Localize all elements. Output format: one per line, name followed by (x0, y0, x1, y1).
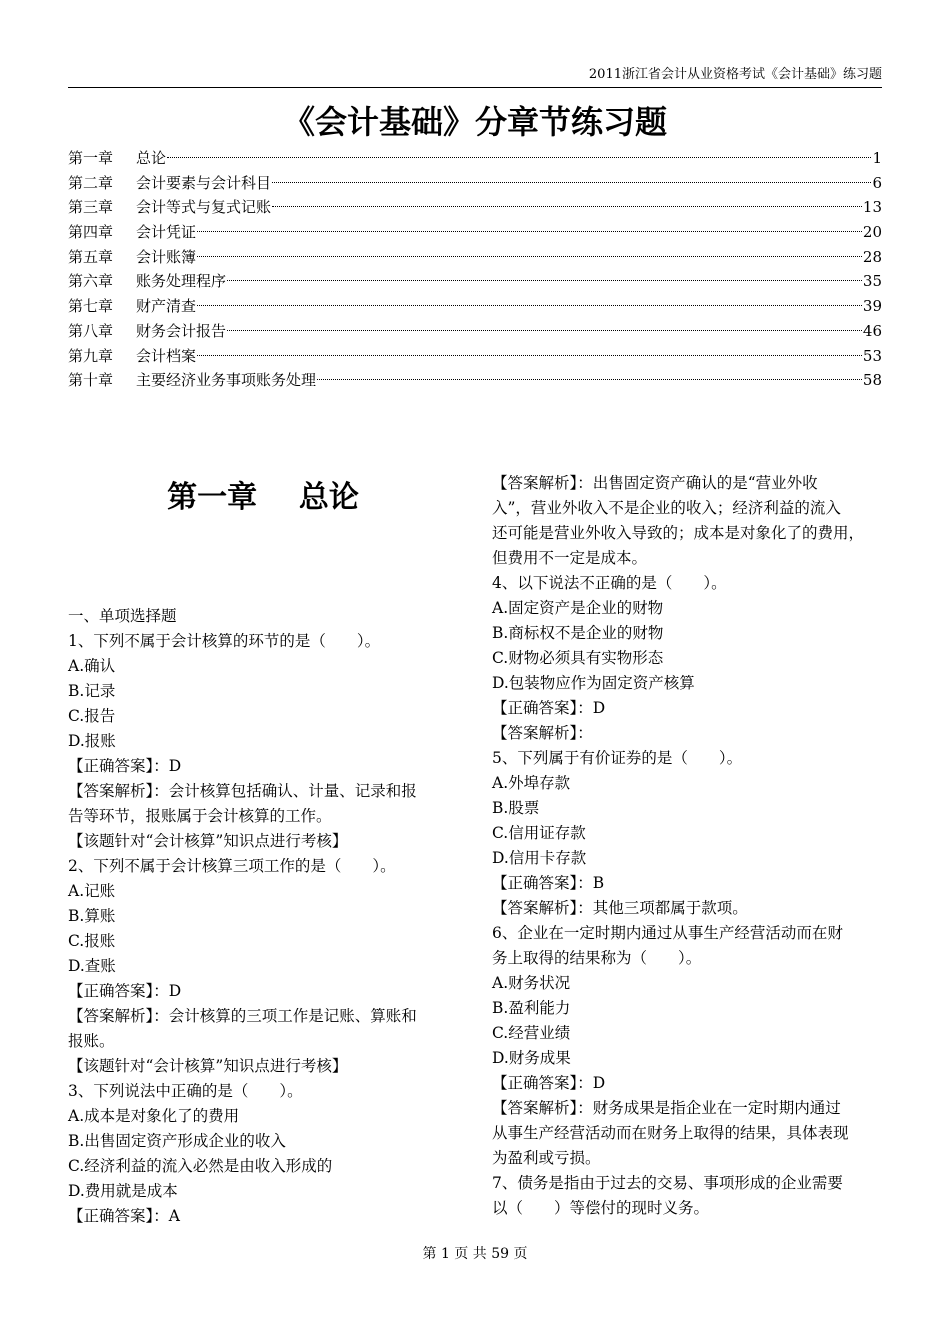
text-line: 【答案解析】：其他三项都属于款项。 (492, 899, 748, 917)
toc-page-number: 39 (862, 297, 882, 316)
text-line: D.查账 (68, 957, 116, 975)
toc-chapter-name: 会计要素与会计科目 (136, 173, 272, 192)
toc-chapter-name: 财务会计报告 (136, 321, 227, 340)
toc-entry[interactable] (68, 319, 882, 344)
toc-page-number: 28 (862, 247, 882, 266)
toc-chapter-number: 第九章 (68, 346, 114, 365)
text-line: 4、以下说法不正确的是（ ）。 (492, 574, 727, 592)
toc-leader (197, 305, 862, 306)
text-line: D.包装物应作为固定资产核算 (492, 674, 695, 692)
toc-chapter-name: 会计账簿 (136, 247, 197, 266)
text-line: B.盈利能力 (492, 999, 571, 1017)
toc-chapter-name: 会计档案 (136, 346, 197, 365)
toc-page-number: 6 (872, 173, 882, 192)
toc-chapter-number: 第六章 (68, 272, 114, 291)
text-line: C.财物必须具有实物形态 (492, 649, 664, 667)
text-line: D.信用卡存款 (492, 849, 587, 867)
toc-chapter-number: 第二章 (68, 173, 114, 192)
toc-page-number: 58 (862, 371, 882, 390)
chapter-heading: 第一章 总论 (167, 480, 359, 515)
toc-chapter-number: 第四章 (68, 223, 114, 242)
text-line: B.算账 (68, 907, 116, 925)
toc-leader (167, 157, 871, 158)
text-line: 5、下列属于有价证券的是（ ）。 (492, 749, 743, 767)
text-line: 【该题针对“会计核算”知识点进行考核】 (68, 1057, 348, 1075)
text-line: 2、下列不属于会计核算三项工作的是（ ）。 (68, 857, 396, 875)
text-line: 7、债务是指由于过去的交易、事项形成的企业需要 (492, 1174, 843, 1192)
text-line: 6、企业在一定时期内通过从事生产经营活动而在财 (492, 924, 843, 942)
text-line: A.记账 (68, 882, 116, 900)
text-line: 【答案解析】：出售固定资产确认的是“营业外收 (492, 474, 818, 492)
text-line: 【答案解析】：会计核算的三项工作是记账、算账和 (68, 1007, 417, 1025)
text-line: 还可能是营业外收入导致的；成本是对象化了的费用， (492, 524, 865, 542)
text-line: A.外埠存款 (492, 774, 571, 792)
toc-entry[interactable] (68, 146, 882, 171)
text-line: B.出售固定资产形成企业的收入 (68, 1132, 286, 1150)
toc-page-number: 46 (862, 321, 882, 340)
toc-entry[interactable] (68, 171, 882, 196)
text-line: 【正确答案】：D (68, 757, 182, 775)
toc-chapter-number: 第十章 (68, 371, 114, 390)
text-line: 3、下列说法中正确的是（ ）。 (68, 1082, 303, 1100)
text-line: A.确认 (68, 657, 116, 675)
header-divider (68, 87, 882, 88)
toc-entry[interactable] (68, 220, 882, 245)
toc-entry[interactable] (68, 269, 882, 294)
text-line: D.费用就是成本 (68, 1182, 178, 1200)
right-column (492, 471, 884, 1221)
text-line: 1、下列不属于会计核算的环节的是（ ）。 (68, 632, 381, 650)
text-line: 【答案解析】： (492, 724, 593, 742)
text-line: 入”，营业外收入不是企业的收入；经济利益的流入 (492, 499, 841, 517)
text-line: 【正确答案】：D (492, 1074, 606, 1092)
toc-chapter-number: 第七章 (68, 297, 114, 316)
toc-page-number: 1 (872, 149, 882, 167)
toc-leader (227, 330, 862, 331)
text-line: 报账。 (68, 1032, 115, 1050)
text-line: B.股票 (492, 799, 540, 817)
toc-chapter-number: 第八章 (68, 321, 114, 340)
toc-page-number: 35 (862, 272, 882, 291)
table-of-contents (68, 146, 882, 393)
text-line: B.记录 (68, 682, 116, 700)
text-line: 【该题针对“会计核算”知识点进行考核】 (68, 832, 348, 850)
toc-leader (197, 256, 862, 257)
text-line: 一、单项选择题 (68, 607, 177, 625)
toc-entry[interactable] (68, 294, 882, 319)
toc-entry[interactable] (68, 368, 882, 393)
left-column (68, 604, 460, 1229)
toc-page-number: 53 (862, 346, 882, 365)
toc-chapter-name: 会计凭证 (136, 223, 197, 242)
text-line: C.经济利益的流入必然是由收入形成的 (68, 1157, 333, 1175)
text-line: A.成本是对象化了的费用 (68, 1107, 240, 1125)
text-line: 【正确答案】：D (492, 699, 606, 717)
page-footer: 第 1 页 共 59 页 (422, 1246, 528, 1262)
toc-entry[interactable] (68, 245, 882, 270)
toc-chapter-name: 账务处理程序 (136, 272, 227, 291)
text-line: D.报账 (68, 732, 116, 750)
text-line: 【正确答案】：D (68, 982, 182, 1000)
text-line: 以（ ）等偿付的现时义务。 (492, 1199, 710, 1217)
text-line: B.商标权不是企业的财物 (492, 624, 664, 642)
toc-chapter-name: 会计等式与复式记账 (136, 198, 272, 217)
text-line: A.财务状况 (492, 974, 571, 992)
text-line: A.固定资产是企业的财物 (492, 599, 664, 617)
toc-entry[interactable] (68, 195, 882, 220)
toc-leader (197, 231, 862, 232)
toc-page-number: 13 (862, 198, 882, 217)
toc-chapter-number: 第五章 (68, 247, 114, 266)
toc-chapter-name: 总论 (136, 149, 167, 167)
text-line: D.财务成果 (492, 1049, 571, 1067)
text-line: C.信用证存款 (492, 824, 586, 842)
text-line: 从事生产经营活动而在财务上取得的结果，具体表现 (492, 1124, 849, 1142)
document-title: 《会计基础》分章节练习题 (282, 103, 667, 141)
text-line: 【答案解析】：会计核算包括确认、计量、记录和报 (68, 782, 417, 800)
text-line: C.报告 (68, 707, 116, 725)
toc-chapter-number: 第三章 (68, 198, 114, 217)
toc-leader (197, 355, 862, 356)
toc-page-number: 20 (862, 223, 882, 242)
text-line: 告等环节，报账属于会计核算的工作。 (68, 807, 332, 825)
toc-leader (272, 182, 871, 183)
toc-chapter-name: 财产清查 (136, 297, 197, 316)
text-line: 但费用不一定是成本。 (492, 549, 648, 567)
text-line: 【正确答案】：B (492, 874, 605, 892)
toc-leader (227, 280, 862, 281)
text-line: 为盈利或亏损。 (492, 1149, 601, 1167)
text-line: C.报账 (68, 932, 116, 950)
running-header: 2011浙江省会计从业资格考试《会计基础》练习题 (588, 67, 882, 82)
toc-chapter-number: 第一章 (68, 149, 114, 167)
text-line: 务上取得的结果称为（ ）。 (492, 949, 702, 967)
text-line: C.经营业绩 (492, 1024, 571, 1042)
toc-chapter-name: 主要经济业务事项账务处理 (136, 371, 317, 390)
text-line: 【答案解析】：财务成果是指企业在一定时期内通过 (492, 1099, 841, 1117)
toc-leader (272, 206, 862, 207)
text-line: 【正确答案】：A (68, 1207, 180, 1225)
toc-entry[interactable] (68, 344, 882, 369)
toc-leader (317, 379, 862, 380)
